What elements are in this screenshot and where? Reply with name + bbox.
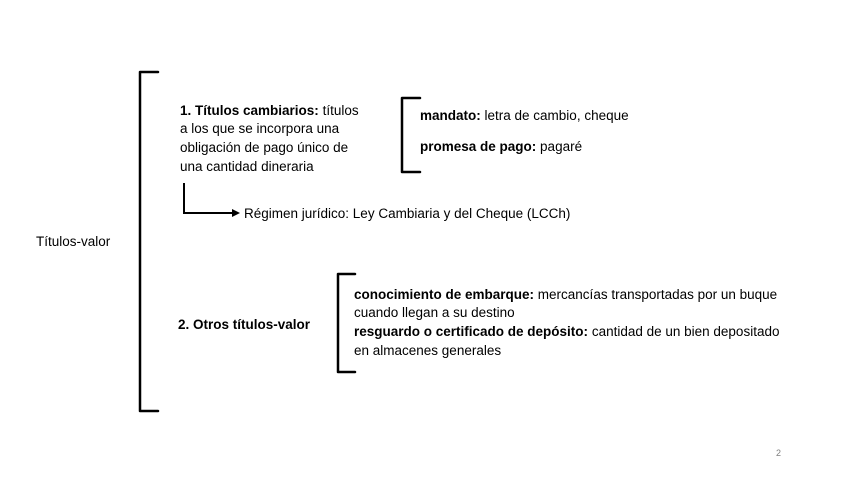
root-label: Títulos-valor [36,234,111,249]
regime-arrow-line [184,183,232,213]
branch2-item-resguardo [354,323,779,341]
branch1-heading [180,102,359,120]
branch1-title: 1. Títulos cambiarios: [180,103,319,118]
branch2-bracket [338,274,355,372]
branch2-item-detail: mercancías transportadas por un buque [537,287,778,302]
branch2-item-conocimiento [354,286,777,304]
branch1-item-term: mandato: [420,108,481,123]
branch1-item-promesa [420,138,582,156]
regime-arrow-head [232,209,240,217]
branch1-description-line-4: una cantidad dineraria [180,159,314,174]
branch2-heading [178,316,310,334]
branch1-description-line-2: a los que se incorpora una [180,121,340,136]
branch1-description-line-1: títulos [322,103,359,118]
branch1-item-detail: letra de cambio, cheque [484,108,629,123]
branch2-item-detail-continued: en almacenes generales [354,343,502,358]
page-number: 2 [776,448,782,458]
branch2-title: 2. Otros títulos-valor [178,317,311,332]
branch1-description-line-3: obligación de pago único de [180,140,349,155]
branch2-item-detail: cantidad de un bien depositado [591,324,780,339]
branch2-item-term: resguardo o certificado de depósito: [354,324,589,339]
regime-label: Régimen jurídico: Ley Cambiaria y del Cheque (LCCh) [244,206,571,221]
branch1-item-detail: pagaré [540,139,583,154]
branch2-item-detail-continued: cuando llegan a su destino [354,305,515,320]
branch1-item-mandato [420,107,629,125]
main-bracket [140,72,158,411]
branch2-item-term: conocimiento de embarque: [354,287,535,302]
branch1-bracket [402,98,420,172]
branch1-item-term: promesa de pago: [420,139,537,154]
